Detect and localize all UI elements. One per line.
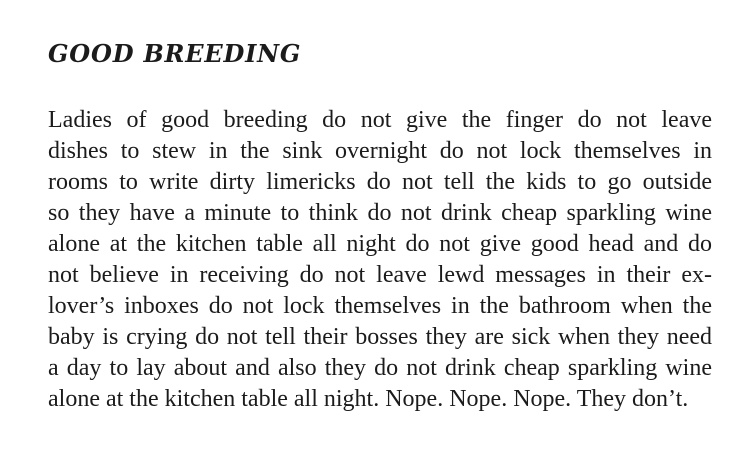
- poem-line: so they have a minute to think do not drink cheap sparkling wine: [48, 200, 712, 226]
- poem-line: alone at the kitchen table all night do not give good head and do: [48, 231, 712, 257]
- poem-line: rooms to write dirty limericks do not tell the kids to go outside: [48, 169, 712, 195]
- poem-body: [48, 105, 712, 415]
- poem-line: alone at the kitchen table all night. Nope. Nope. Nope. They don’t.: [48, 386, 689, 412]
- poem-line: lover’s inboxes do not lock themselves in the bathroom when the: [48, 293, 712, 319]
- poem-line: a day to lay about and also they do not drink cheap sparkling wine: [48, 355, 712, 381]
- poem-title: GOOD BREEDING: [48, 39, 302, 68]
- poem-line: Ladies of good breeding do not give the finger do not leave: [48, 107, 712, 133]
- poem-line: dishes to stew in the sink overnight do not lock themselves in: [48, 138, 712, 164]
- poem-line: baby is crying do not tell their bosses they are sick when they need: [48, 324, 712, 350]
- poem-line: not believe in receiving do not leave lewd messages in their ex-: [48, 262, 712, 288]
